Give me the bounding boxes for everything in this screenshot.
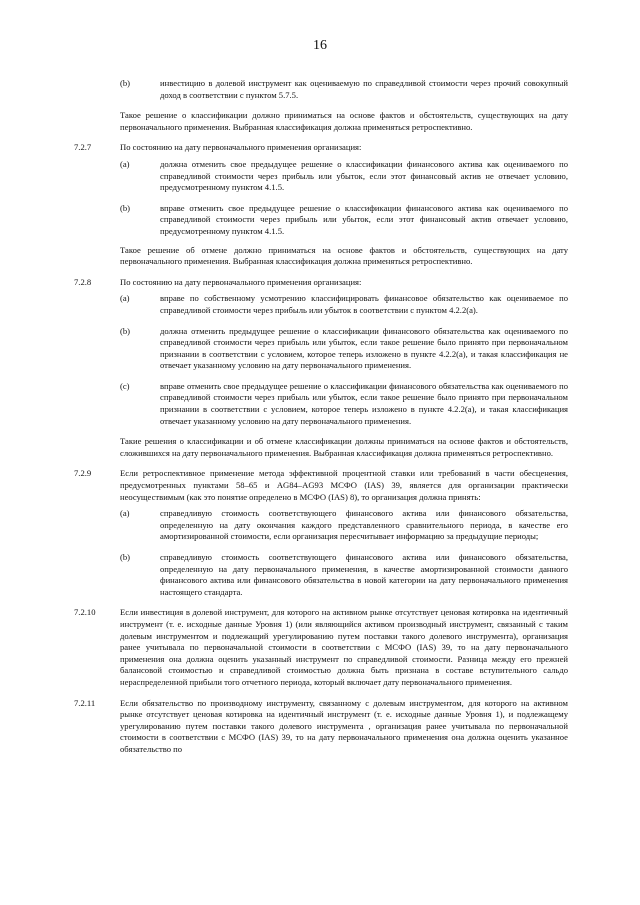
numbered-clause [74, 277, 568, 289]
list-item-label: (c) [120, 380, 130, 391]
list-item [120, 293, 568, 316]
paragraph: Такое решение о классификации должно приниматься на основе фактов и обстоятельств, существующих на дату первоначального применения. Выбранная классификация должна применяться ретроспективно. [120, 110, 568, 132]
page-number: 16 [313, 38, 327, 53]
list-item-text: должна отменить свое предыдущее решение о классификации финансового актива как оцениваемого по справедливой стоимости через прибыль или убыток, если этот финансовый актив не отвечает условию, предусмотренному пунктом 4.1.5. [160, 158, 568, 193]
list-item-label: (a) [120, 158, 130, 169]
list-item [120, 78, 568, 101]
list-item [120, 159, 568, 194]
numbered-clause [74, 698, 568, 756]
clause-text: Если инвестиция в долевой инструмент, для которого на активном рынке отсутствует ценовая котировка на идентичный инструмент (т. е. исходные данные Уровня 1) (или являющийся активом производный инструмент, связанный с таким долевым инструментом и подлежащий урегулированию путем поставки такого долевого инструмента), организация ранее учитывала по первоначальной стоимости в соответствии с МСФО (IAS) 39, то на дату первоначального применения она должна оценить указанный инструмент по справедливой стоимости. Разница между его прежней балансовой стоимостью и справедливой стоимостью должна быть признана в составе вступительного сальдо нераспределенной прибыли того отчетного периода, который включает дату первоначального применения. [120, 607, 568, 687]
clause-number: 7.2.10 [74, 607, 96, 618]
clause-text: Если обязательство по производному инструменту, связанному с долевым инструментом, для которого на активном рынке отсутствует ценовая котировка на идентичный инструмент (т. е. исходные данные Уровня 1), и подлежащему урегулированию путем поставки такого долевого инструмента , организация ранее учитывала по первоначальной стоимости в соответствии с МСФО (IAS) 39, то на дату первоначального применения она должна оценить указанное обязательство по [120, 697, 568, 754]
list-item-text: должна отменить предыдущее решение о классификации финансового обязательства как оцениваемого по справедливой стоимости через прибыль или убыток, если такое решение было принято при первоначальном признании в соответствии с условием, которое теперь изложено в пункте 4.2.2(a), и такая классификация не отвечает указанному условию на дату первоначального применения. [160, 325, 568, 371]
clause-text: Если ретроспективное применение метода эффективной процентной ставки или требований в части обесценения, предусмотренных пунктами 58–65 и AG84–AG93 МСФО (IAS) 39, является для организации практически неосуществимым (как это понятие определено в МСФО (IAS) 8), то организация должна принять: [120, 468, 568, 502]
clause-text: По состоянию на дату первоначального применения организация: [120, 276, 362, 287]
list-item-label: (b) [120, 78, 131, 88]
list-item-text: справедливую стоимость соответствующего финансового актива или финансового обязательства, определенную на дату первоначального применения, в качестве амортизированной стоимости данного финансового актива или финансового обязательства в новой категории на дату первоначального применения настоящего стандарта. [160, 552, 568, 597]
list-item [120, 552, 568, 598]
clause-number: 7.2.7 [74, 142, 92, 153]
list-item-label: (a) [120, 508, 130, 519]
clause-number: 7.2.8 [74, 276, 92, 287]
document-body [74, 78, 568, 756]
list-item-text: справедливую стоимость соответствующего финансового актива или финансового обязательства, определенную на дату окончания каждого представленного сравнительного периода, в качестве его амортизированной стоимости, если организация пересчитывает информацию за предыдущие периоды; [160, 508, 568, 542]
paragraph: Такие решения о классификации и об отмене классификации должны приниматься на основе фактов и обстоятельств, сложившихся на дату первоначального применения. Выбранная классификация должна применяться ретроспективно. [120, 436, 568, 458]
list-item-text: вправе отменить свое предыдущее решение о классификации финансового актива как оцениваемого по справедливой стоимости через прибыль или убыток, если этот финансовый актив отвечает условию, предусмотренному пунктом 4.1.5. [160, 202, 568, 236]
clause-text: По состоянию на дату первоначального применения организация: [120, 142, 362, 153]
list-item [120, 508, 568, 543]
numbered-clause [74, 468, 568, 503]
list-item-text: вправе по собственному усмотрению классифицировать финансовое обязательство как оцениваемое по справедливой стоимости через прибыль или убыток в соответствии с пунктом 4.2.2(a). [160, 293, 568, 315]
clause-number: 7.2.9 [74, 468, 92, 479]
list-item-label: (b) [120, 325, 131, 336]
list-item [120, 326, 568, 372]
list-item-label: (b) [120, 202, 131, 213]
paragraph: Такое решение об отмене должно приниматься на основе фактов и обстоятельств, существующих на дату первоначального применения. Выбранная классификация должна применяться ретроспективно. [120, 244, 568, 267]
list-item-label: (a) [120, 293, 130, 304]
numbered-clause [74, 607, 568, 688]
clause-number: 7.2.11 [74, 697, 96, 708]
numbered-clause [74, 142, 568, 154]
list-item [120, 381, 568, 427]
list-item [120, 203, 568, 238]
list-item-text: вправе отменить свое предыдущее решение о классификации финансового обязательства как оцениваемого по справедливой стоимости через прибыль или убыток, если такое решение было принято при первоначальном признании в соответствии с условием, которое теперь изложено в пункте 4.2.2(a), и такая классификация отвечает указанному условию на дату первоначального применения. [160, 380, 568, 426]
list-item-text: инвестицию в долевой инструмент как оцениваемую по справедливой стоимости через прочий совокупный доход в соответствии с пунктом 5.7.5. [160, 78, 568, 100]
list-item-label: (b) [120, 552, 131, 562]
